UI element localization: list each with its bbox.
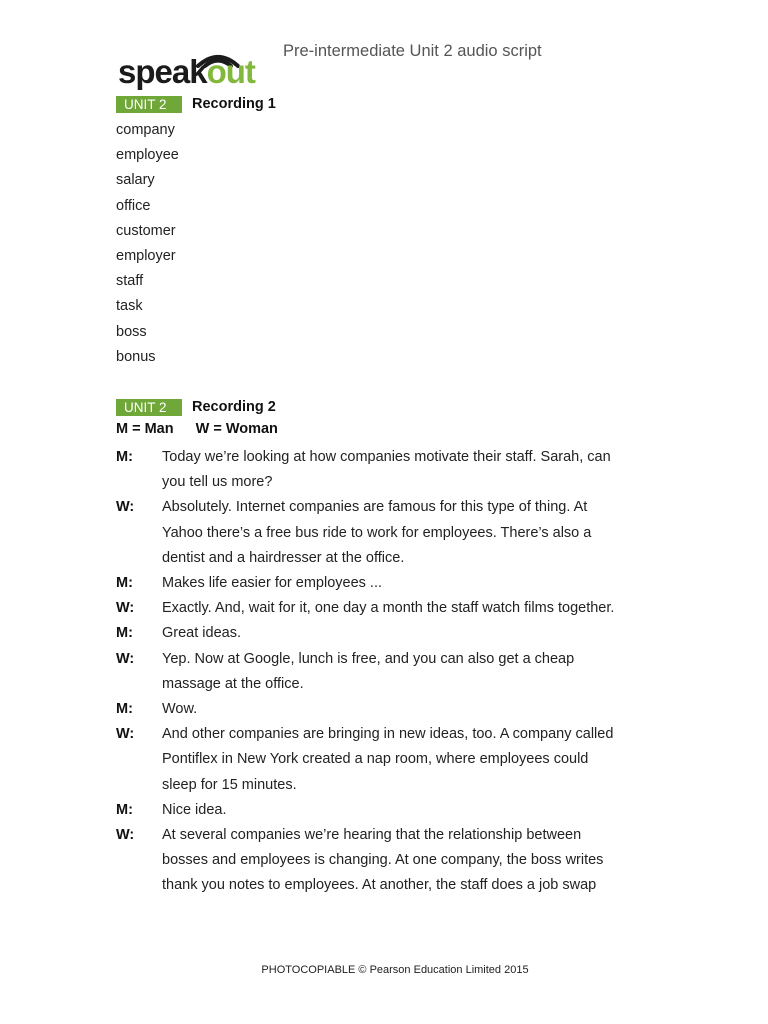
vocabulary-item: task	[116, 298, 143, 315]
dialogue-line: Today we’re looking at how companies motivate their staff. Sarah, can	[162, 449, 611, 465]
vocabulary-item: bonus	[116, 348, 156, 365]
recording-2-heading	[116, 398, 276, 416]
dialogue-line: At several companies we’re hearing that the relationship between	[162, 827, 582, 844]
dialogue-text	[162, 621, 656, 646]
dialogue-turn	[116, 571, 656, 596]
legend-woman: W = Woman	[195, 421, 278, 437]
vocabulary-item: salary	[116, 172, 155, 189]
dialogue-turn	[116, 445, 656, 495]
dialogue-text	[162, 596, 656, 621]
dialogue-line: Wow.	[162, 701, 198, 718]
dialogue-turn	[116, 722, 656, 798]
dialogue-line: Yep. Now at Google, lunch is free, and you can also get a cheap	[162, 650, 575, 667]
dialogue-line: Absolutely. Internet companies are famous for this type of thing. At	[162, 499, 588, 516]
dialogue-line: Nice idea.	[162, 801, 227, 818]
dialogue-line: Exactly. And, wait for it, one day a month the staff watch films together.	[162, 600, 615, 617]
speaker-label: W:	[116, 600, 135, 617]
speakout-logo	[118, 44, 273, 92]
unit-badge: UNIT 2	[116, 96, 182, 113]
speaker-label: W:	[116, 827, 135, 844]
logo-speak: speak	[118, 53, 207, 90]
dialogue-turn	[116, 823, 656, 899]
dialogue-line: massage at the office.	[162, 675, 304, 692]
dialogue-text	[162, 823, 656, 899]
unit-badge: UNIT 2	[116, 399, 182, 416]
dialogue-text	[162, 697, 656, 722]
dialogue-line: Great ideas.	[162, 625, 241, 642]
logo-wordmark	[118, 54, 255, 90]
speaker-label: M:	[116, 625, 133, 642]
vocabulary-item: boss	[116, 323, 147, 340]
speaker-label: W:	[116, 650, 135, 667]
vocabulary-item: customer	[116, 222, 176, 239]
speaker-label: W:	[116, 726, 135, 743]
dialogue-turn	[116, 647, 656, 697]
footer-copyright: PHOTOCOPIABLE © Pearson Education Limited 2015	[261, 964, 529, 976]
dialogue	[116, 445, 656, 899]
speaker-label: M:	[116, 801, 133, 818]
legend-man: M = Man	[116, 421, 174, 437]
vocabulary-item: office	[116, 197, 151, 214]
speaker-label: M:	[116, 449, 133, 465]
dialogue-turn	[116, 596, 656, 621]
dialogue-text	[162, 571, 656, 596]
dialogue-text	[162, 495, 656, 571]
vocabulary-item: employee	[116, 147, 179, 164]
dialogue-text	[162, 722, 656, 798]
dialogue-line: dentist and a hairdresser at the office.	[162, 549, 405, 566]
dialogue-turn	[116, 697, 656, 722]
recording-1-heading	[116, 95, 276, 113]
vocabulary-list	[116, 118, 179, 370]
recording-title: Recording 2	[192, 399, 276, 415]
document-title: Pre-intermediate Unit 2 audio script	[283, 42, 542, 60]
dialogue-turn	[116, 495, 656, 571]
dialogue-line: Yahoo there’s a free bus ride to work for employees. There’s also a	[162, 524, 592, 541]
dialogue-line: Pontiflex in New York created a nap room, where employees could	[162, 751, 589, 768]
dialogue-line: bosses and employees is changing. At one company, the boss writes	[162, 852, 604, 869]
dialogue-text	[162, 798, 656, 823]
speaker-label: M:	[116, 701, 133, 718]
logo-out: out	[206, 53, 255, 90]
vocabulary-item: company	[116, 122, 175, 138]
dialogue-text	[162, 445, 656, 495]
dialogue-turn	[116, 621, 656, 646]
speaker-label: W:	[116, 499, 135, 516]
speaker-legend	[116, 421, 278, 437]
dialogue-turn	[116, 798, 656, 823]
dialogue-text	[162, 647, 656, 697]
dialogue-line: you tell us more?	[162, 474, 273, 491]
vocabulary-item: staff	[116, 273, 144, 290]
dialogue-line: sleep for 15 minutes.	[162, 776, 297, 793]
dialogue-line: Makes life easier for employees ...	[162, 575, 383, 592]
dialogue-line: And other companies are bringing in new ideas, too. A company called	[162, 726, 614, 743]
dialogue-line: thank you notes to employees. At another, the staff does a job swap	[162, 877, 597, 894]
vocabulary-item: employer	[116, 247, 176, 264]
recording-title: Recording 1	[192, 96, 276, 112]
speaker-label: M:	[116, 575, 133, 592]
